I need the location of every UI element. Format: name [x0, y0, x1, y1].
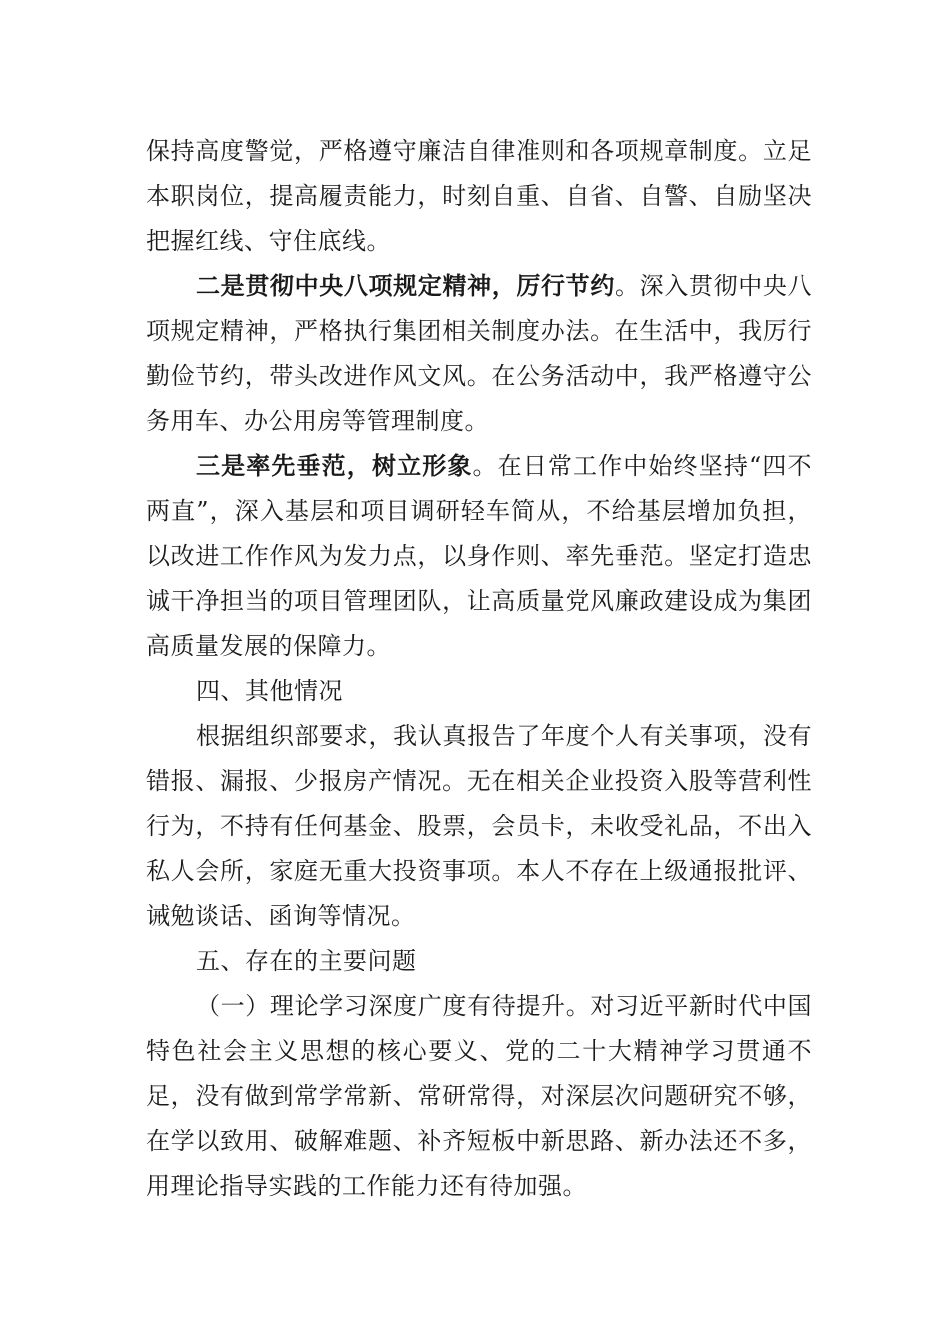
paragraph-other-situations: 根据组织部要求，我认真报告了年度个人有关事项，没有错报、漏报、少报房产情况。无在相关企业投资入股等营利性行为，不持有任何基金、股票，会员卡，未收受礼品，不出入私人会所，家庭无重大投资事项。本人不存在上级通报批评、诫勉谈话、函询等情况。 [146, 722, 812, 930]
paragraph-lead-by-example [146, 444, 812, 669]
paragraph-body-theory: 。对习近平新时代中国特色社会主义思想的核心要义、党的二十大精神学习贯通不足，没有做到常学常新、常研常得，对深层次问题研究不够，在学以致用、破解难题、补齐短板中新思路、新办法还不多，用理论指导实践的工作能力还有待加强。 [146, 992, 812, 1200]
paragraph-lead-theory: （一）理论学习深度广度有待提升 [196, 992, 566, 1020]
paragraph-body-eight-rules: 。深入贯彻中央八项规定精神，严格执行集团相关制度办法。在生活中，我厉行勤俭节约，带头改进作风文风。在公务活动中，我严格遵守公务用车、办公用房等管理制度。 [146, 272, 813, 435]
document-body [146, 129, 812, 1209]
paragraph-lead-example: 三是率先垂范，树立形象 [196, 452, 473, 480]
paragraph-theory-study [146, 984, 812, 1209]
paragraph-body-example: 。在日常工作中始终坚持“四不两直”，深入基层和项目调研轻车简从，不给基层增加负担，以改进工作作风为发力点，以身作则、率先垂范。坚定打造忠诚干净担当的项目管理团队，让高质量党风廉政建设成为集团高质量发展的保障力。 [146, 452, 812, 660]
paragraph-lead-eight-rules: 二是贯彻中央八项规定精神，厉行节约 [196, 272, 615, 300]
section-heading-problems: 五、存在的主要问题 [196, 947, 417, 975]
section-heading-other: 四、其他情况 [196, 677, 343, 705]
paragraph-eight-rules [146, 264, 812, 444]
paragraph-discipline: 保持高度警觉，严格遵守廉洁自律准则和各项规章制度。立足本职岗位，提高履责能力，时刻自重、自省、自警、自励坚决把握红线、守住底线。 [146, 137, 812, 255]
